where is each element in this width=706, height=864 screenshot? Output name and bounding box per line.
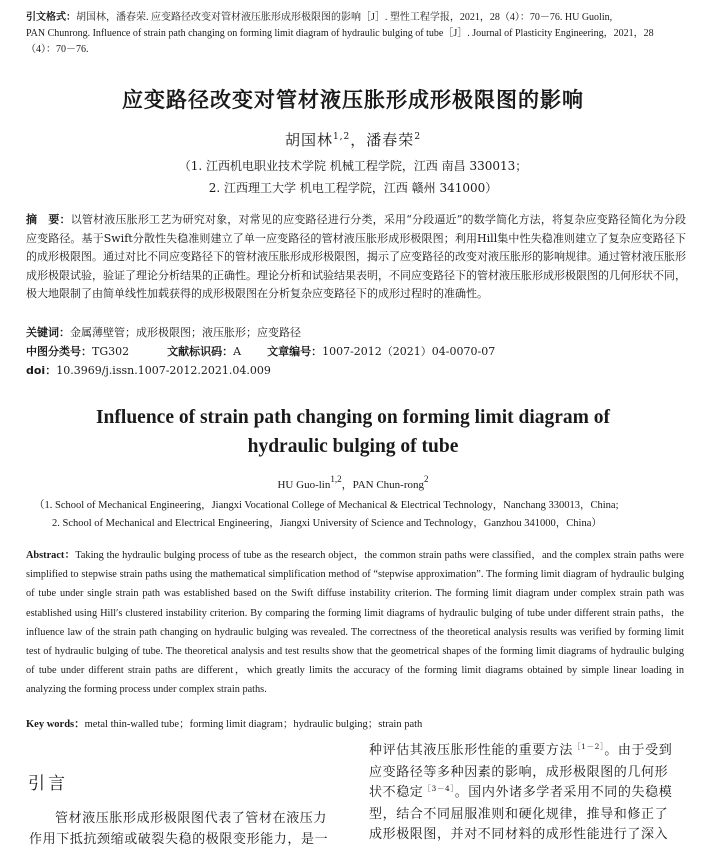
body-right-line-2: 应变路径等多种因素的影响，成形极限图的几何形: [369, 764, 669, 780]
cn-article-value: 1007-2012（2021）04-0070-07: [322, 345, 496, 358]
en-author-2-sup: 2: [424, 474, 429, 484]
en-title-line-2: hydraulic bulging of tube: [247, 436, 459, 457]
cn-article-label: 文章编号：: [267, 345, 323, 358]
en-title: [0, 403, 706, 461]
en-abstract: [26, 546, 684, 700]
en-author-2: PAN Chun-rong: [352, 479, 425, 491]
section-heading: 引言: [28, 774, 68, 794]
cn-class-value: TG302: [92, 345, 130, 358]
citation-line-3: （4）：70－76.: [26, 44, 89, 55]
en-title-line-1: Influence of strain path changing on forming limit diagram of: [95, 407, 611, 428]
body-left-line-2: 作用下抵抗颈缩或破裂失稳的极限变形能力，是一: [29, 831, 329, 847]
en-keywords-text: metal thin-walled tube；forming limit diagram；hydraulic bulging；strain path: [84, 719, 423, 730]
cn-author-1-sup: 1,2: [332, 132, 351, 142]
en-affiliation-2: 2. School of Mechanical and Electrical Engineering，Jiangxi University of Science and Technology，Ganzhou 341000，China）: [52, 518, 602, 529]
cn-keywords-text: 金属薄壁管；成形极限图；液压胀形；应变路径: [70, 326, 301, 339]
cn-doi: [26, 362, 271, 380]
en-keywords-label: Key words：: [26, 719, 85, 730]
body-right-column: [369, 741, 689, 846]
en-abstract-text: Taking the hydraulic bulging process of tube as the research object，the common strain paths were classified，and the complex strain paths were simplified to stepwise strain paths using the mathematical simplification method of “stepwise approximation”. The forming limit diagram of hydraulic bulging of tube under single strain path was established based on the Swift diffuse instability criterion. The forming limit diagram under complex strain path was established using Hill′s clustered instability criterion. By comparing the forming limit diagrams of hydraulic bulging of tube under different strain paths，the influence law of the strain path changing on hydraulic bulging was revealed. The correctness of the theoretical analysis results was verified by forming limit test of hydraulic bulging of tube. The theoretical analysis and test results show that the geometrical shapes of the forming limit diagrams of hydraulic bulging of tube under different strain paths are different，which greatly limits the accuracy of the forming limit diagrams obtained by simple linear loading in analyzing the forming process under complex strain paths.: [26, 550, 684, 696]
en-abstract-label: Abstract：: [26, 550, 76, 561]
citation-block: [26, 10, 686, 58]
cn-classification-line: [26, 343, 686, 361]
body-right-line-1: 种评估其液压胀形性能的重要方法$^{[1-2]}$。由于受到: [369, 742, 673, 758]
citation-label: 引文格式：: [26, 12, 76, 23]
en-affiliation-1: （1. School of Mechanical Engineering，Jiangxi Vocational College of Mechanical & Electrical Technology，Nanchang 330013，China;: [34, 500, 619, 511]
citation-ref-1: ［1－2］: [573, 742, 605, 751]
cn-abstract-text: 以管材液压胀形工艺为研究对象，对常见的应变路径进行分类，采用“分段逼近”的数学简化方法，将复杂应变路径简化为分段应变路径。基于Swift分散性失稳准则建立了单一应变路径的管材液压胀形成形极限图；利用Hill集中性失稳准则建立了复杂应变路径下的成形极限图。通过对比不同应变路径下的管材液压胀形成形极限图，揭示了应变路径的改变对液压胀形的影响规律。通过管材液压胀形成形极限试验，验证了理论分析结果的正确性。理论分析和试验结果表明，不同应变路径下的管材液压胀形成形极限图的几何形状不同，极大地限制了由简单线性加载获得的成形极限图在分析复杂应变路径下的成形过程时的准确性。: [26, 213, 686, 301]
cn-keywords: [26, 324, 301, 342]
cn-affiliation-2: 2. 江西理工大学 机电工程学院，江西 赣州 341000）: [208, 181, 498, 195]
cn-author-1: 胡国林: [284, 131, 333, 149]
body-right-line-4: 型，结合不同屈服准则和硬化规律，推导和修正了: [369, 806, 669, 822]
cn-author-sep: ，: [350, 131, 367, 149]
cn-authors: [0, 129, 706, 150]
cn-title: 应变路径改变对管材液压胀形成形极限图的影响: [122, 88, 584, 112]
cn-doi-label: doi：: [26, 364, 57, 377]
cn-keywords-label: 关键词：: [26, 326, 70, 339]
en-author-1: HU Guo-lin: [277, 479, 331, 491]
citation-line-2: PAN Chunrong. Influence of strain path changing on forming limit diagram of hydraulic bulging of tube［J］. Journal of Plasticity Engineering，2021，28: [26, 28, 654, 39]
en-author-1-sup: 1,2: [330, 474, 342, 484]
body-left-line-1: 管材液压胀形成形极限图代表了管材在液压力: [55, 811, 328, 826]
body-left-column: [29, 809, 351, 850]
cn-author-2-sup: 2: [414, 132, 422, 142]
cn-abstract: [26, 211, 686, 304]
citation-ref-2: ［3－4］: [423, 784, 455, 794]
cn-abstract-label: 摘 要：: [26, 213, 71, 226]
cn-doc-label: 文献标识码：: [167, 345, 234, 358]
cn-doc-value: A: [233, 345, 242, 358]
en-author-sep: ，: [341, 479, 353, 491]
body-right-line-5: 成形极限图，并对不同材料的成形性能进行了深入: [369, 827, 669, 843]
body-right-line-3: 状不稳定$^{[3-4]}$。国内外诸多学者采用不同的失稳模: [369, 784, 673, 801]
cn-class-label: 中图分类号：: [26, 345, 92, 358]
citation-line-1: 胡国林，潘春荣. 应变路径改变对管材液压胀形成形极限图的影响［J］. 塑性工程学报，2021，28（4）：70－76. HU Guolin,: [76, 12, 613, 23]
cn-doi-value: 10.3969/j.issn.1007-2012.2021.04.009: [56, 364, 271, 377]
en-authors: [0, 476, 706, 492]
cn-affiliation-1: （1. 江西机电职业技术学院 机械工程学院，江西 南昌 330013；: [178, 159, 528, 173]
en-keywords: [26, 716, 422, 731]
cn-author-2: 潘春荣: [366, 131, 415, 149]
